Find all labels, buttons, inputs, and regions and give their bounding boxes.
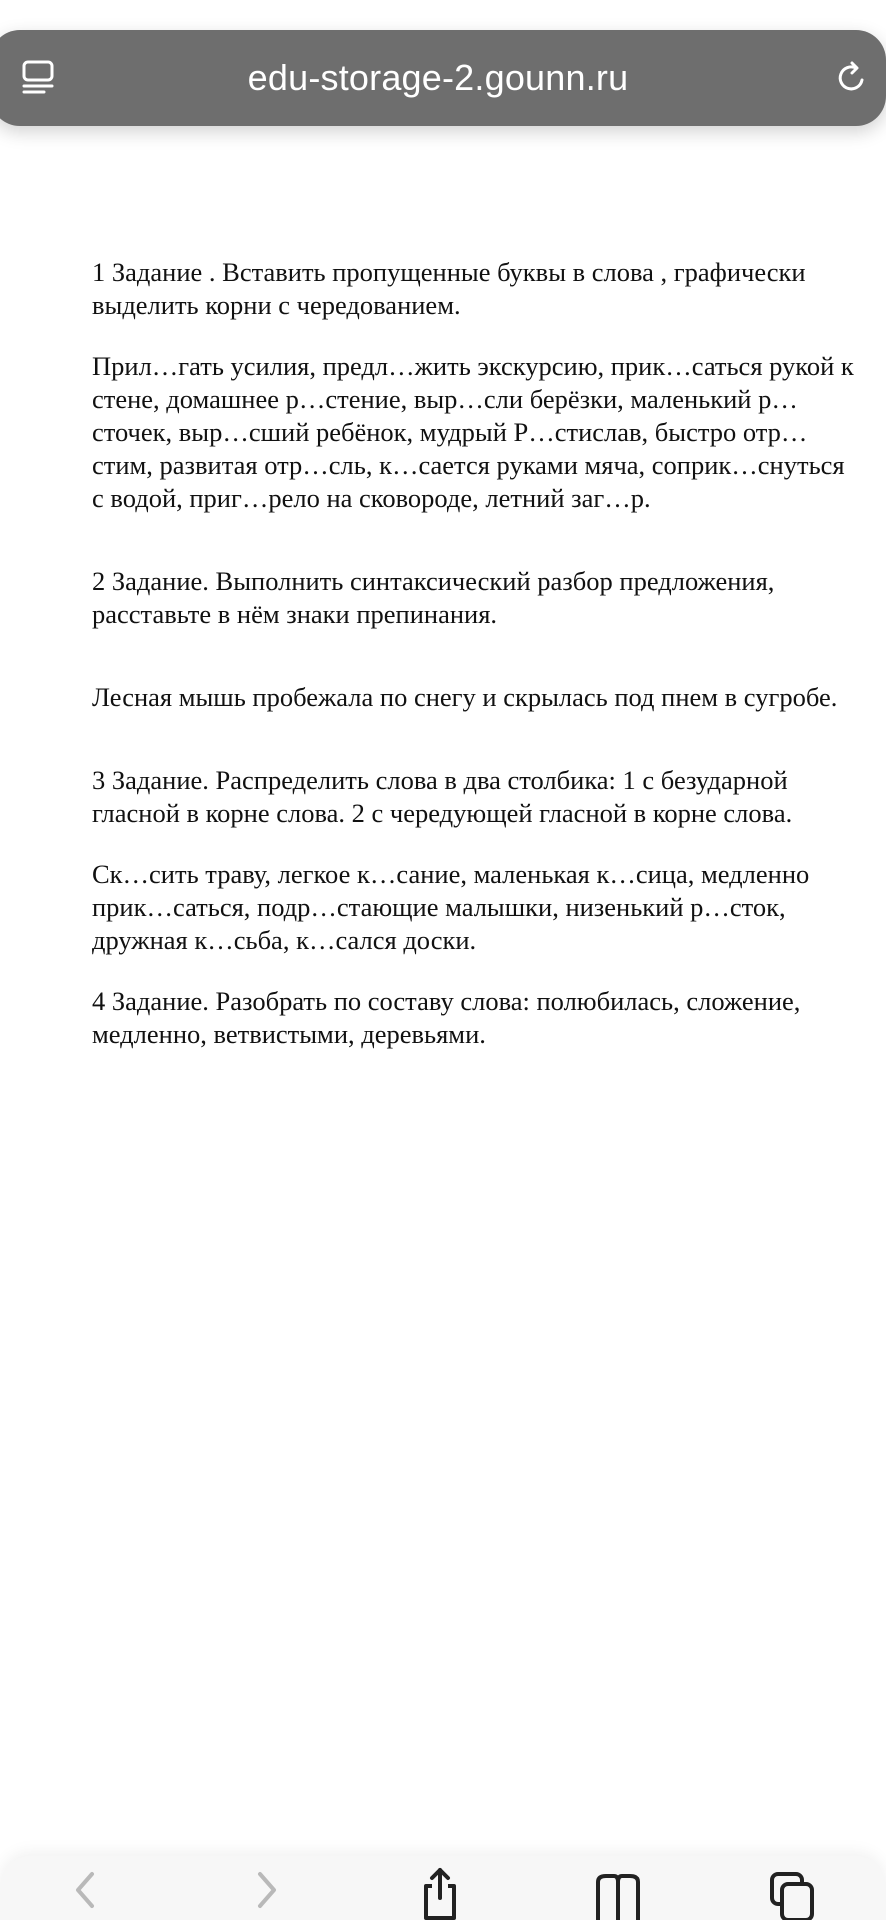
address-bar[interactable] (0, 30, 886, 126)
bookmarks-icon[interactable] (588, 1862, 648, 1920)
task4-title: 4 Задание. Разобрать по составу слова: полюбилась, сложение, медленно, ветвистыми, деревьями. (92, 986, 801, 1049)
task3-body: Ск…сить траву, легкое к…сание, маленькая к…сица, медленно прик…саться, подр…стающие малышки, низенький р…сток, дружная к…сьба, к…сался доски. (92, 859, 810, 955)
task1-title: 1 Задание . Вставить пропущенные буквы в слова , графически выделить корни с чередованием. (92, 257, 806, 320)
task3-title: 3 Задание. Распределить слова в два столбика: 1 с безударной гласной в корне слова. 2 с чередующей гласной в корне слова. (92, 765, 793, 828)
bottom-toolbar (0, 1856, 886, 1920)
tabs-icon[interactable] (762, 1862, 822, 1920)
task2-title: 2 Задание. Выполнить синтаксический разбор предложения, расставьте в нём знаки препинания. (92, 566, 775, 629)
forward-chevron-icon[interactable] (236, 1862, 296, 1920)
task2-body: Лесная мышь пробежала по снегу и скрылась под пнем в сугробе. (92, 682, 838, 712)
reload-icon[interactable] (832, 58, 872, 98)
share-icon[interactable] (410, 1862, 470, 1920)
task1-body: Прил…гать усилия, предл…жить экскурсию, прик…саться рукой к стене, домашнее р…стение, выр…сли берёзки, маленький р…сточек, выр…сший ребёнок, мудрый Р…стислав, быстро отр…стим, развитая отр…сль, к…сается руками мяча, соприк…снуться с водой, приг…рело на сковороде, летний заг…р. (92, 351, 854, 513)
url-text[interactable]: edu-storage-2.gounn.ru (247, 57, 629, 98)
document-content (92, 256, 862, 1051)
back-chevron-icon[interactable] (56, 1862, 116, 1920)
